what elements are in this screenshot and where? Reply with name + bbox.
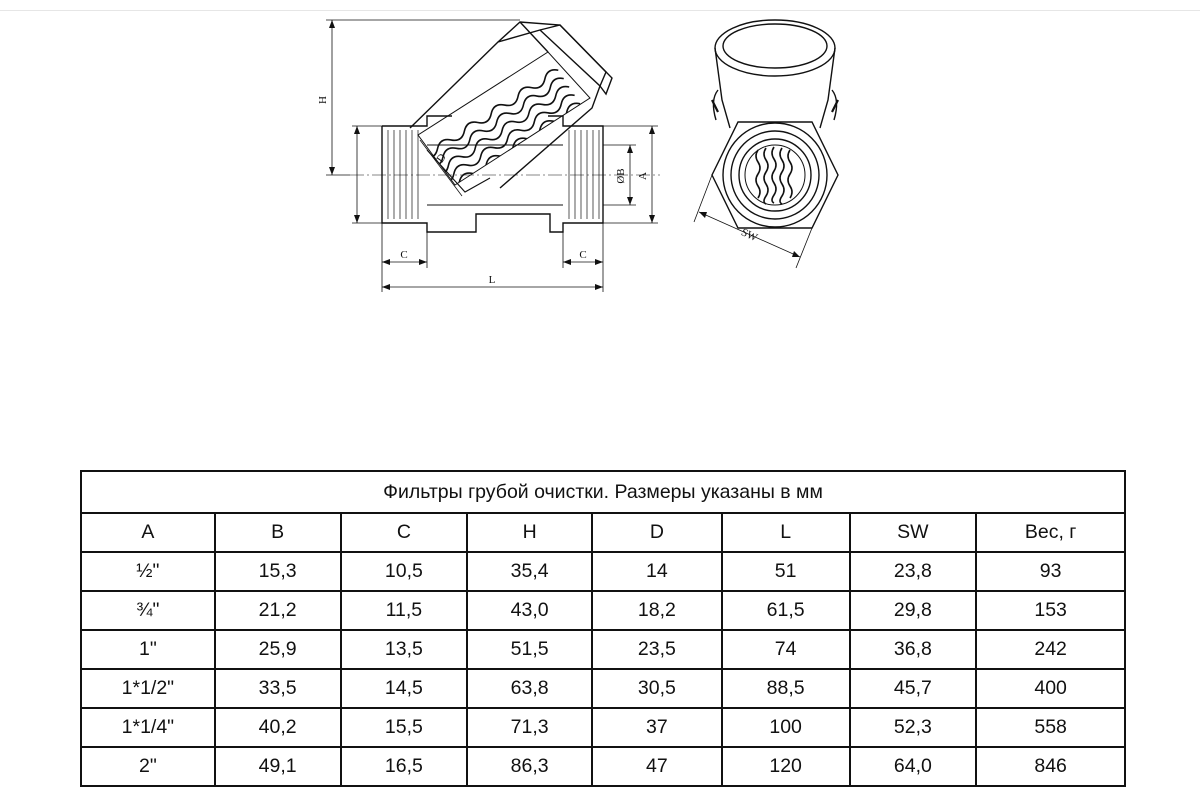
- table-row: [81, 747, 1125, 786]
- table-title: Фильтры грубой очистки. Размеры указаны в мм: [81, 471, 1125, 513]
- table-cell: 93: [976, 552, 1125, 591]
- table-row: [81, 552, 1125, 591]
- table-cell: 16,5: [341, 747, 468, 786]
- table-cell: 14,5: [341, 669, 468, 708]
- table-cell: ¾": [81, 591, 215, 630]
- table-cell: 36,8: [850, 630, 977, 669]
- dim-label-c-right: C: [579, 249, 587, 261]
- table-cell: 88,5: [722, 669, 850, 708]
- table-cell: 71,3: [467, 708, 592, 747]
- table-cell: 37: [592, 708, 722, 747]
- table-cell: 1*1/2": [81, 669, 215, 708]
- table-cell: 86,3: [467, 747, 592, 786]
- table-cell: 242: [976, 630, 1125, 669]
- side-view: [326, 20, 660, 292]
- table-cell: 47: [592, 747, 722, 786]
- table-cell: 15,3: [215, 552, 341, 591]
- column-header: L: [722, 513, 850, 552]
- table-title-row: [81, 471, 1125, 513]
- technical-drawing: [0, 0, 1200, 320]
- dim-label-a: A: [637, 172, 649, 180]
- dim-label-c-left: C: [400, 249, 408, 261]
- dimensions-table: [80, 470, 1126, 787]
- table-cell: 43,0: [467, 591, 592, 630]
- table-row: [81, 630, 1125, 669]
- table-cell: 15,5: [341, 708, 468, 747]
- column-header: D: [592, 513, 722, 552]
- table-cell: 40,2: [215, 708, 341, 747]
- table-row: [81, 708, 1125, 747]
- table-cell: 25,9: [215, 630, 341, 669]
- column-header: SW: [850, 513, 977, 552]
- table-cell: 846: [976, 747, 1125, 786]
- table-cell: 153: [976, 591, 1125, 630]
- table-cell: 51: [722, 552, 850, 591]
- dim-label-d: D: [434, 151, 449, 165]
- dim-label-b: ØB: [615, 168, 627, 184]
- table-cell: 35,4: [467, 552, 592, 591]
- table-cell: 23,8: [850, 552, 977, 591]
- table-cell: 10,5: [341, 552, 468, 591]
- dim-label-sw: SW: [739, 226, 760, 245]
- table-cell: 14: [592, 552, 722, 591]
- table-row: [81, 669, 1125, 708]
- table-cell: 13,5: [341, 630, 468, 669]
- table-cell: 21,2: [215, 591, 341, 630]
- table-cell: 61,5: [722, 591, 850, 630]
- table-cell: 100: [722, 708, 850, 747]
- table-cell: ½": [81, 552, 215, 591]
- table-header-row: [81, 513, 1125, 552]
- table-row: [81, 591, 1125, 630]
- column-header: C: [341, 513, 468, 552]
- table-cell: 1": [81, 630, 215, 669]
- table-cell: 18,2: [592, 591, 722, 630]
- column-header: A: [81, 513, 215, 552]
- dim-label-l: L: [488, 274, 496, 286]
- column-header: Вес, г: [976, 513, 1125, 552]
- table-cell: 33,5: [215, 669, 341, 708]
- table-cell: 11,5: [341, 591, 468, 630]
- dim-label-h: H: [317, 96, 329, 104]
- column-header: B: [215, 513, 341, 552]
- table-cell: 2": [81, 747, 215, 786]
- column-header: H: [467, 513, 592, 552]
- table-cell: 558: [976, 708, 1125, 747]
- table-cell: 45,7: [850, 669, 977, 708]
- table-cell: 74: [722, 630, 850, 669]
- table-cell: 120: [722, 747, 850, 786]
- table-cell: 52,3: [850, 708, 977, 747]
- table-cell: 1*1/4": [81, 708, 215, 747]
- table-cell: 49,1: [215, 747, 341, 786]
- table-cell: 64,0: [850, 747, 977, 786]
- table-cell: 29,8: [850, 591, 977, 630]
- table-cell: 400: [976, 669, 1125, 708]
- end-view: [694, 20, 838, 268]
- table-cell: 30,5: [592, 669, 722, 708]
- table-cell: 51,5: [467, 630, 592, 669]
- table-cell: 63,8: [467, 669, 592, 708]
- table-cell: 23,5: [592, 630, 722, 669]
